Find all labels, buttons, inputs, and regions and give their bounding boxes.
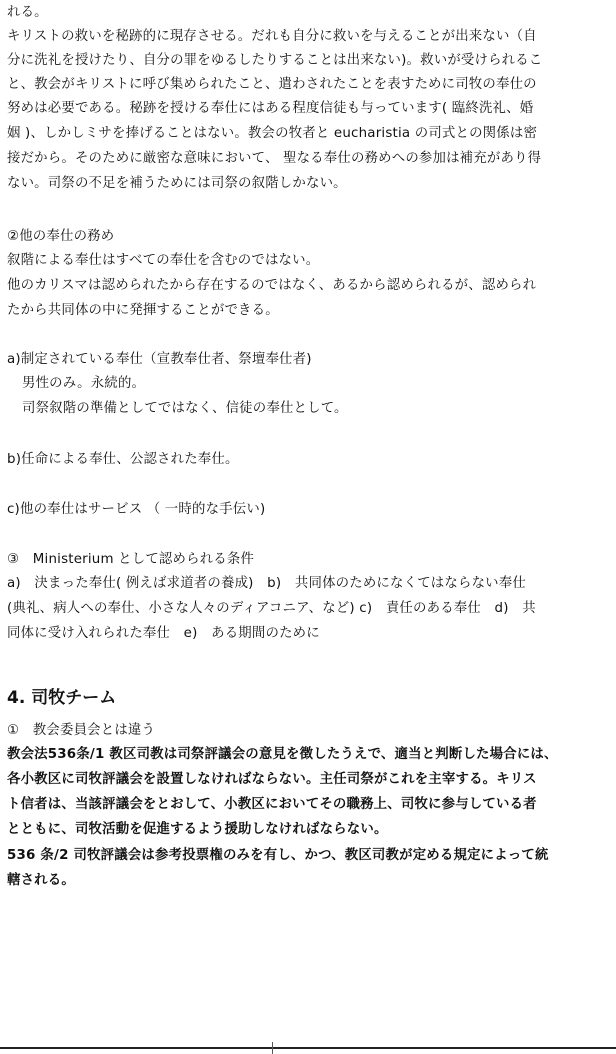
list-item-title: a)制定されている奉仕（宣教奉仕者、祭壇奉仕者)	[7, 352, 312, 367]
paragraph-line: ない。司祭の不足を補うためには司祭の叙階しかない。	[7, 176, 347, 191]
paragraph-line: 轄される。	[7, 873, 75, 888]
paragraph-line: れる。	[7, 5, 48, 20]
paragraph-line: キリストの救いを秘跡的に現存させる。だれも自分に救いを与えることが出来ない（自	[7, 29, 537, 44]
paragraph-line: 分に洗礼を授けたり、自分の罪をゆるしたりすることは出来ない)。救いが受けられるこ	[7, 53, 543, 68]
list-item-line: 男性のみ。永続的。	[22, 376, 146, 391]
footer-tick-mark	[272, 1042, 273, 1054]
section-title: ②他の奉仕の務め	[7, 229, 115, 244]
paragraph-line: 同体に受け入れられた奉仕 e) ある期間のために	[7, 626, 320, 641]
paragraph-line: 姻 )、しかしミサを捧げることはない。教会の牧者と eucharistia の司式との関係は密	[7, 126, 538, 141]
list-item-line: 司祭叙階の準備としてではなく、信徒の奉仕として。	[22, 401, 348, 416]
paragraph-line: と、教会がキリストに呼び集められたこと、遣わされたことを表すために司牧の奉仕の	[7, 77, 537, 92]
paragraph-line: 教会法536条/1 教区司教は司祭評議会の意見を徴したうえで、適当と判断した場合には、	[7, 747, 558, 762]
paragraph-line: 叙階による奉仕はすべての奉仕を含むのではない。	[7, 253, 320, 268]
paragraph-line: 努めは必要である。秘跡を授ける奉仕にはある程度信徒も与っています( 臨終洗礼、婚	[7, 101, 534, 116]
list-item-title: b)任命による奉仕、公認された奉仕。	[7, 452, 239, 467]
section-title: ③ Ministerium として認められる条件	[7, 552, 255, 567]
paragraph-line: a) 決まった奉仕( 例えば求道者の養成) b) 共同体のためになくてはならない奉仕	[7, 576, 526, 591]
paragraph-line: 536 条/2 司牧評議会は参考投票権のみを有し、かつ、教区司教が定める規定によって統	[7, 848, 549, 863]
paragraph-line: たから共同体の中に発揮することができる。	[7, 303, 279, 318]
paragraph-line: 接だから。そのために厳密な意味において、 聖なる奉仕の務めへの参加は補充があり得	[7, 151, 542, 166]
paragraph-line: ト信者は、当該評議会をとおして、小教区においてその職務上、司牧に参与している者	[7, 797, 537, 812]
paragraph-line: とともに、司牧活動を促進するよう援助しなければならない。	[7, 822, 388, 837]
paragraph-line: 他のカリスマは認められたから存在するのではなく、あるから認められるが、認められ	[7, 278, 537, 293]
paragraph-line: (典礼、病人への奉仕、小さな人々のディアコニア、など) c) 責任のある奉仕 d) 共	[7, 601, 536, 616]
footer-divider	[0, 1047, 616, 1049]
section-heading: 4. 司牧チーム	[7, 688, 117, 708]
subsection-title: ① 教会委員会とは違う	[7, 723, 156, 738]
paragraph-line: 各小教区に司牧評議会を設置しなければならない。主任司祭がこれを主宰する。キリス	[7, 772, 537, 787]
list-item-title: c)他の奉仕はサービス （ 一時的な手伝い)	[7, 502, 266, 517]
